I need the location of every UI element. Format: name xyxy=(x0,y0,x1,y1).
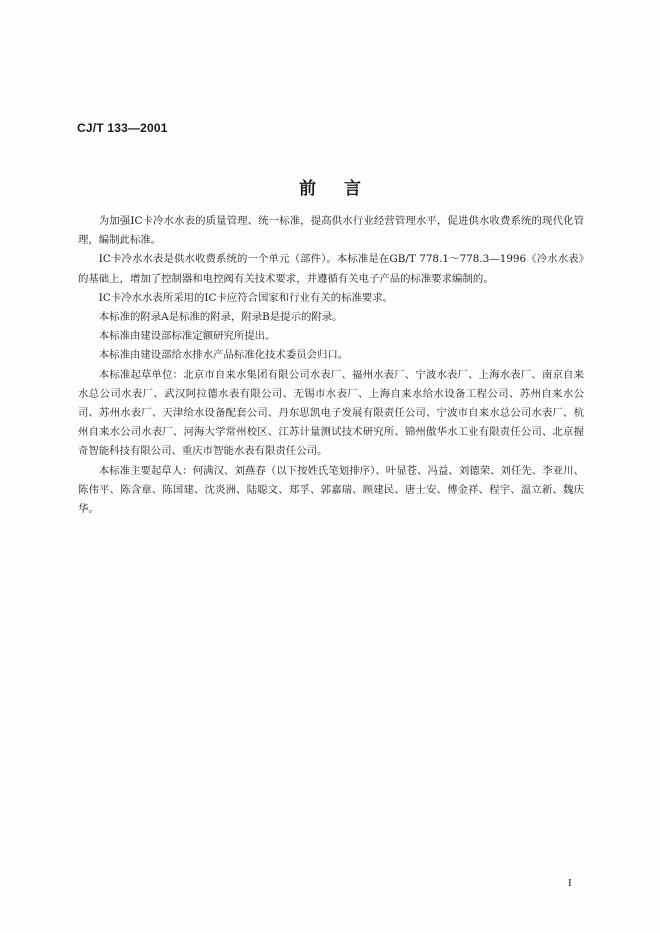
paragraph-purpose: 为加强IC卡冷水水表的质量管理、统一标准，提高供水行业经营管理水平，促进供水收费系统的现代化管理，编制此标准。 xyxy=(78,215,584,247)
paragraph-basis: IC卡冷水水表是供水收费系统的一个单元（部件）。本标准是在GB/T 778.1～778.3—1996《冷水水表》的基础上，增加了控制器和电控阀有关技术要求，并遵循有关电子产品的标准要求编制的。 xyxy=(78,253,584,285)
foreword-body xyxy=(78,212,584,519)
page-number: I xyxy=(568,877,572,889)
paragraph-ic-card: IC卡冷水水表所采用的IC卡应符合国家和行业有关的标准要求。 xyxy=(98,291,394,304)
paragraph-appendices: 本标准的附录A是标准的附录，附录B是提示的附录。 xyxy=(98,311,343,324)
paragraph-drafters: 本标准主要起草人：何满汉、刘燕春（以下按姓氏笔划排序）、叶显苍、冯益、刘德荣、刘任先、李亚川、陈伟平、陈含章、陈国建、沈炎洲、陆聪文、郑孚、郭嘉瑞、顾建民、唐士安、傅金祥、程宇、温立新、魏庆华。 xyxy=(78,464,584,516)
paragraph-committee: 本标准由建设部给水排水产品标准化技术委员会归口。 xyxy=(98,349,349,362)
page-title: 前言 xyxy=(299,179,389,199)
paragraph-drafting-units: 本标准起草单位：北京市自来水集团有限公司水表厂、福州水表厂、宁波水表厂、上海水表厂、南京自来水总公司水表厂、武汉阿拉德水表有限公司、无锡市水表厂、上海自来水给水设备工程公司、苏州自来水公司、苏州水表厂、天津给水设备配套公司、丹东思凯电子发展有限责任公司、宁波市自来水总公司水表厂、杭州自来水公司水表厂、河海大学常州校区、江苏计量测试技术研究所、锦州傲华水工业有限责任公司、北京握奇智能科技有限公司、重庆市智能水表有限责任公司。 xyxy=(78,368,584,458)
paragraph-proposer: 本标准由建设部标准定额研究所提出。 xyxy=(98,330,276,343)
standard-code: CJ/T 133—2001 xyxy=(77,121,168,135)
